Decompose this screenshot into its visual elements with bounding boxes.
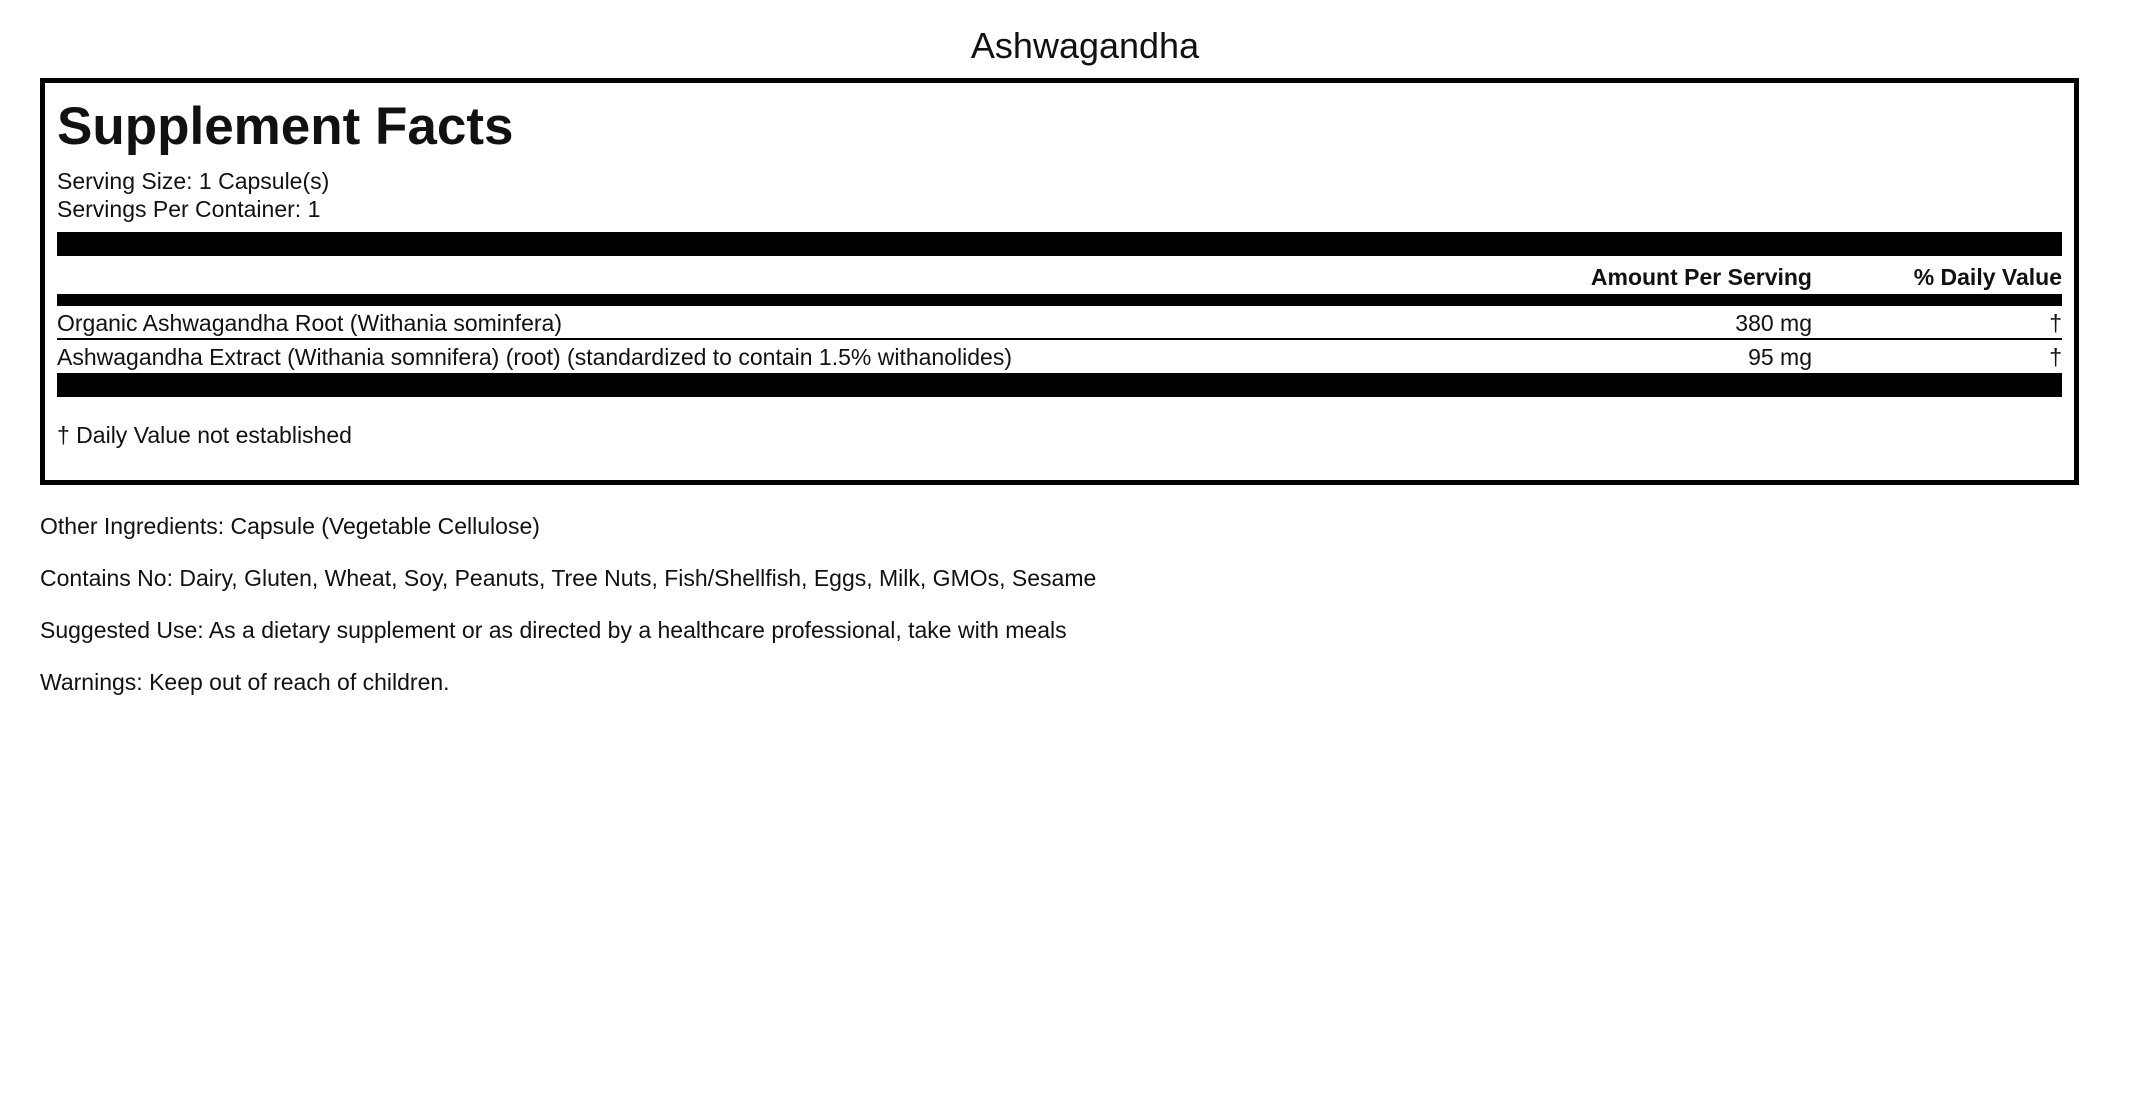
- ingredient-amount: 95 mg: [1748, 344, 1812, 370]
- header-divider: [57, 294, 2062, 306]
- ingredient-row: [57, 342, 2062, 372]
- supplement-facts-panel: [40, 78, 2079, 485]
- serving-size: Serving Size: 1 Capsule(s): [57, 168, 330, 194]
- column-header-daily-value: % Daily Value: [1913, 264, 2062, 290]
- supplement-facts-heading: Supplement Facts: [57, 97, 514, 156]
- ingredient-daily-value: †: [2049, 310, 2062, 336]
- ingredient-amount: 380 mg: [1735, 310, 1812, 336]
- thick-divider-bottom: [57, 373, 2062, 397]
- other-ingredients: Other Ingredients: Capsule (Vegetable Cellulose): [40, 513, 540, 539]
- ingredient-name: Organic Ashwagandha Root (Withania sominfera): [57, 310, 562, 336]
- column-header-amount: Amount Per Serving: [1590, 264, 1812, 290]
- ingredient-name: Ashwagandha Extract (Withania somnifera) (root) (standardized to contain 1.5% withanolides): [57, 344, 1012, 370]
- ingredient-row: [57, 308, 2062, 338]
- daily-value-footnote: † Daily Value not established: [57, 422, 352, 448]
- thick-divider-top: [57, 232, 2062, 256]
- supplement-facts-content: [57, 83, 2062, 480]
- page-title: Ashwagandha: [970, 25, 1200, 66]
- servings-per-container: Servings Per Container: 1: [57, 196, 321, 222]
- warnings: Warnings: Keep out of reach of children.: [40, 669, 450, 695]
- contains-no: Contains No: Dairy, Gluten, Wheat, Soy, Peanuts, Tree Nuts, Fish/Shellfish, Eggs, Milk, GMOs, Sesame: [40, 565, 1097, 591]
- ingredient-daily-value: †: [2049, 344, 2062, 370]
- suggested-use: Suggested Use: As a dietary supplement or as directed by a healthcare professional, take with meals: [40, 617, 1067, 643]
- row-divider: [57, 338, 2062, 340]
